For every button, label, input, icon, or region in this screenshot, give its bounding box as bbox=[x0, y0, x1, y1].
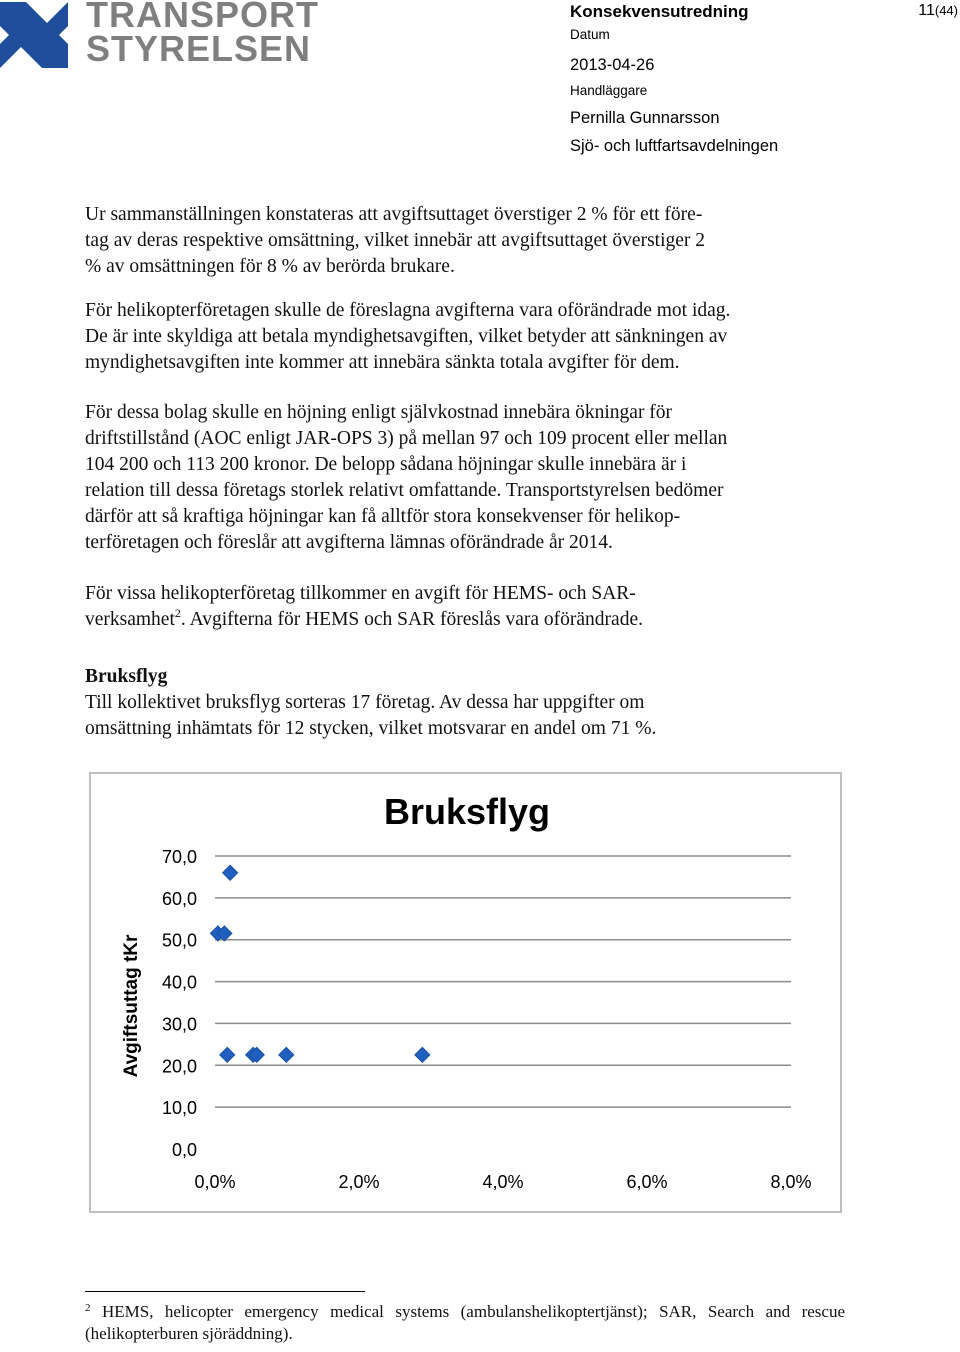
logo-line-2: STYRELSEN bbox=[86, 28, 312, 69]
text-line: därför att så kraftiga höjningar kan få alltför stora konsekvenser för helikop- bbox=[85, 506, 681, 527]
footnote bbox=[85, 1301, 845, 1345]
footnote-number: 2 bbox=[85, 1302, 91, 1314]
text-line: relation till dessa företags storlek relativt omfattande. Transportstyrelsen bedömer bbox=[85, 480, 724, 501]
page-current: 11 bbox=[918, 2, 935, 19]
page-total: (44) bbox=[934, 3, 958, 18]
page-number bbox=[918, 2, 958, 20]
text-line: De är inte skyldiga att betala myndighetsavgiften, vilket betyder att sänkningen av bbox=[85, 326, 728, 347]
x-tick-label: 4,0% bbox=[482, 1172, 524, 1192]
text-line: tag av deras respektive omsättning, vilket innebär att avgiftsuttaget överstiger 2 bbox=[85, 230, 706, 251]
footnote-separator bbox=[85, 1291, 365, 1292]
y-tick-label: 50,0 bbox=[161, 930, 197, 951]
data-point bbox=[415, 1047, 430, 1062]
paragraph-2 bbox=[85, 298, 845, 376]
y-tick-label: 70,0 bbox=[161, 847, 197, 867]
y-axis-label: Avgiftsuttag tKr bbox=[121, 934, 142, 1078]
y-tick-label: 60,0 bbox=[161, 888, 197, 909]
transportstyrelsen-logo bbox=[0, 0, 319, 72]
date-label: Datum bbox=[570, 27, 610, 42]
chart-canvas bbox=[91, 774, 840, 1211]
x-tick-label: 8,0% bbox=[770, 1172, 812, 1192]
text-line: % av omsättningen för 8 % av berörda brukare. bbox=[85, 256, 455, 277]
text-fragment: . Avgifterna för HEMS och SAR föreslås vara oförändrade. bbox=[180, 609, 643, 630]
logo-line-1: TRANSPORT bbox=[86, 0, 319, 35]
y-tick-label: 0,0 bbox=[171, 1140, 197, 1160]
y-tick-label: 40,0 bbox=[161, 972, 197, 993]
x-tick-label: 2,0% bbox=[338, 1172, 380, 1192]
paragraph-1 bbox=[85, 202, 845, 280]
handler-name: Pernilla Gunnarsson bbox=[570, 109, 720, 127]
section-heading: Bruksflyg bbox=[85, 666, 168, 687]
text-line: terföretagen och föreslår att avgifterna lämnas oförändrade år 2014. bbox=[85, 532, 613, 553]
department: Sjö- och luftfartsavdelningen bbox=[570, 137, 779, 155]
handler-label: Handläggare bbox=[570, 83, 648, 98]
text-line: För dessa bolag skulle en höjning enligt självkostnad innebära ökningar för bbox=[85, 402, 673, 423]
data-point bbox=[220, 1047, 235, 1062]
paragraph-4 bbox=[85, 581, 845, 633]
text-line: Ur sammanställningen konstateras att avgiftsuttaget överstiger 2 % för ett före- bbox=[85, 204, 703, 225]
text-line bbox=[85, 607, 845, 633]
data-point bbox=[223, 865, 238, 880]
text-fragment: verksamhet bbox=[85, 609, 175, 630]
text-line: För helikopterföretagen skulle de föreslagna avgifterna vara oförändrade mot idag. bbox=[85, 300, 731, 321]
footnote-ref: 2 bbox=[174, 606, 181, 620]
y-tick-label: 20,0 bbox=[161, 1056, 197, 1077]
scatter-chart bbox=[89, 772, 842, 1213]
text-line: 104 200 och 113 200 kronor. De belopp sådana höjningar skulle innebära är i bbox=[85, 454, 687, 475]
y-tick-label: 30,0 bbox=[161, 1014, 197, 1035]
x-tick-label: 6,0% bbox=[626, 1172, 668, 1192]
text-line: driftstillstånd (AOC enligt JAR-OPS 3) på mellan 97 och 109 procent eller mellan bbox=[85, 428, 728, 449]
text-line: För vissa helikopterföretag tillkommer en avgift för HEMS- och SAR- bbox=[85, 583, 636, 604]
text-line: omsättning inhämtats för 12 stycken, vilket motsvarar en andel om 71 %. bbox=[85, 718, 657, 739]
footnote-text: HEMS, helicopter emergency medical systems (ambulanshelikoptertjänst); SAR, Search and rescue (helikopterburen sjöräddning). bbox=[85, 1302, 845, 1343]
data-point bbox=[279, 1047, 294, 1062]
x-tick-label: 0,0% bbox=[194, 1172, 236, 1192]
paragraph-3 bbox=[85, 400, 845, 556]
text-line: myndighetsavgiften inte kommer att innebära sänkta totala avgifter för dem. bbox=[85, 352, 680, 373]
logo-mark-icon bbox=[0, 0, 70, 70]
y-tick-label: 10,0 bbox=[161, 1098, 197, 1119]
paragraph-5 bbox=[85, 690, 845, 742]
date-value: 2013-04-26 bbox=[570, 56, 655, 74]
document-type: Konsekvensutredning bbox=[570, 2, 749, 21]
text-line: Till kollektivet bruksflyg sorteras 17 företag. Av dessa har uppgifter om bbox=[85, 692, 645, 713]
logo-wordmark bbox=[86, 0, 319, 69]
chart-title: Bruksflyg bbox=[383, 791, 551, 832]
